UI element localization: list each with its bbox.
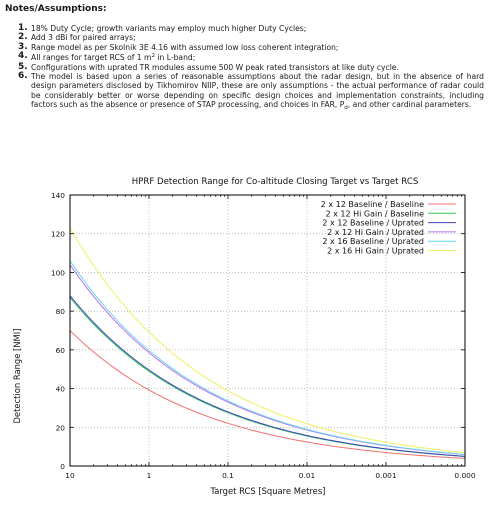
y-tick-label: 100 xyxy=(50,268,65,278)
notes-title: Notes/Assumptions: xyxy=(5,4,107,14)
notes-list xyxy=(18,24,484,114)
note-item: Range model as per Skolnik 3E 4.16 with assumed low loss coherent integration; xyxy=(31,42,339,52)
legend-label: 2 x 16 Baseline / Uprated xyxy=(322,237,424,247)
x-tick-label: 0.1 xyxy=(222,471,234,480)
detection-range-chart xyxy=(0,168,500,509)
y-tick-label: 80 xyxy=(55,307,65,317)
note-item: The model is based upon a series of reasonable assumptions about the radar design, but in the absence of hard design parameters disclosed by Tikhomirov NIIP, these are only assumptions - the actual performance of radar could be considerably better or worse depending on specific design choices and implementation constraints, including factors such as the absence or presence of STAP processing, and choices in FAR, $P_d$, and other cardinal parameters. xyxy=(31,72,484,112)
y-axis-label: Detection Range [NMI] xyxy=(12,328,22,424)
legend xyxy=(321,200,456,256)
x-tick-label: 1 xyxy=(146,471,152,480)
legend-label: 2 x 16 Hi Gain / Uprated xyxy=(327,246,424,256)
x-tick-label: 0.000 xyxy=(454,471,476,480)
legend-label: 2 x 12 Hi Gain / Baseline xyxy=(325,209,424,219)
legend-label: 2 x 12 Baseline / Uprated xyxy=(322,218,424,228)
series-line xyxy=(70,331,465,459)
note-item: Configurations with uprated TR modules assume 500 W peak rated transistors at like duty cycle. xyxy=(31,62,399,72)
series-line xyxy=(70,296,465,457)
x-axis-label: Target RCS [Square Metres] xyxy=(210,486,326,496)
legend-label: 2 x 12 Hi Gain / Uprated xyxy=(327,227,424,237)
y-tick-label: 20 xyxy=(55,423,65,433)
x-tick-label: 10 xyxy=(65,471,75,480)
legend-label: 2 x 12 Baseline / Baseline xyxy=(320,200,424,209)
note-item: 18% Duty Cycle; growth variants may employ much higher Duty Cycles; xyxy=(31,24,307,33)
series-lines xyxy=(70,228,465,459)
series-line xyxy=(70,298,465,457)
y-tick-label: 120 xyxy=(50,229,65,239)
y-tick-label: 0 xyxy=(60,462,65,471)
note-item: All ranges for target RCS of 1 $m^2$ in L-band; xyxy=(31,53,196,63)
y-tick-label: 60 xyxy=(55,345,65,355)
note-item: Add 3 dBi for paired arrays; xyxy=(31,33,136,43)
x-tick-label: 0.01 xyxy=(298,471,316,480)
y-tick-label: 140 xyxy=(50,191,65,200)
x-tick-label: 0.001 xyxy=(375,471,397,480)
y-tick-label: 40 xyxy=(55,384,65,394)
series-line xyxy=(70,228,465,453)
chart-title: HPRF Detection Range for Co-altitude Closing Target vs Target RCS xyxy=(131,177,419,187)
